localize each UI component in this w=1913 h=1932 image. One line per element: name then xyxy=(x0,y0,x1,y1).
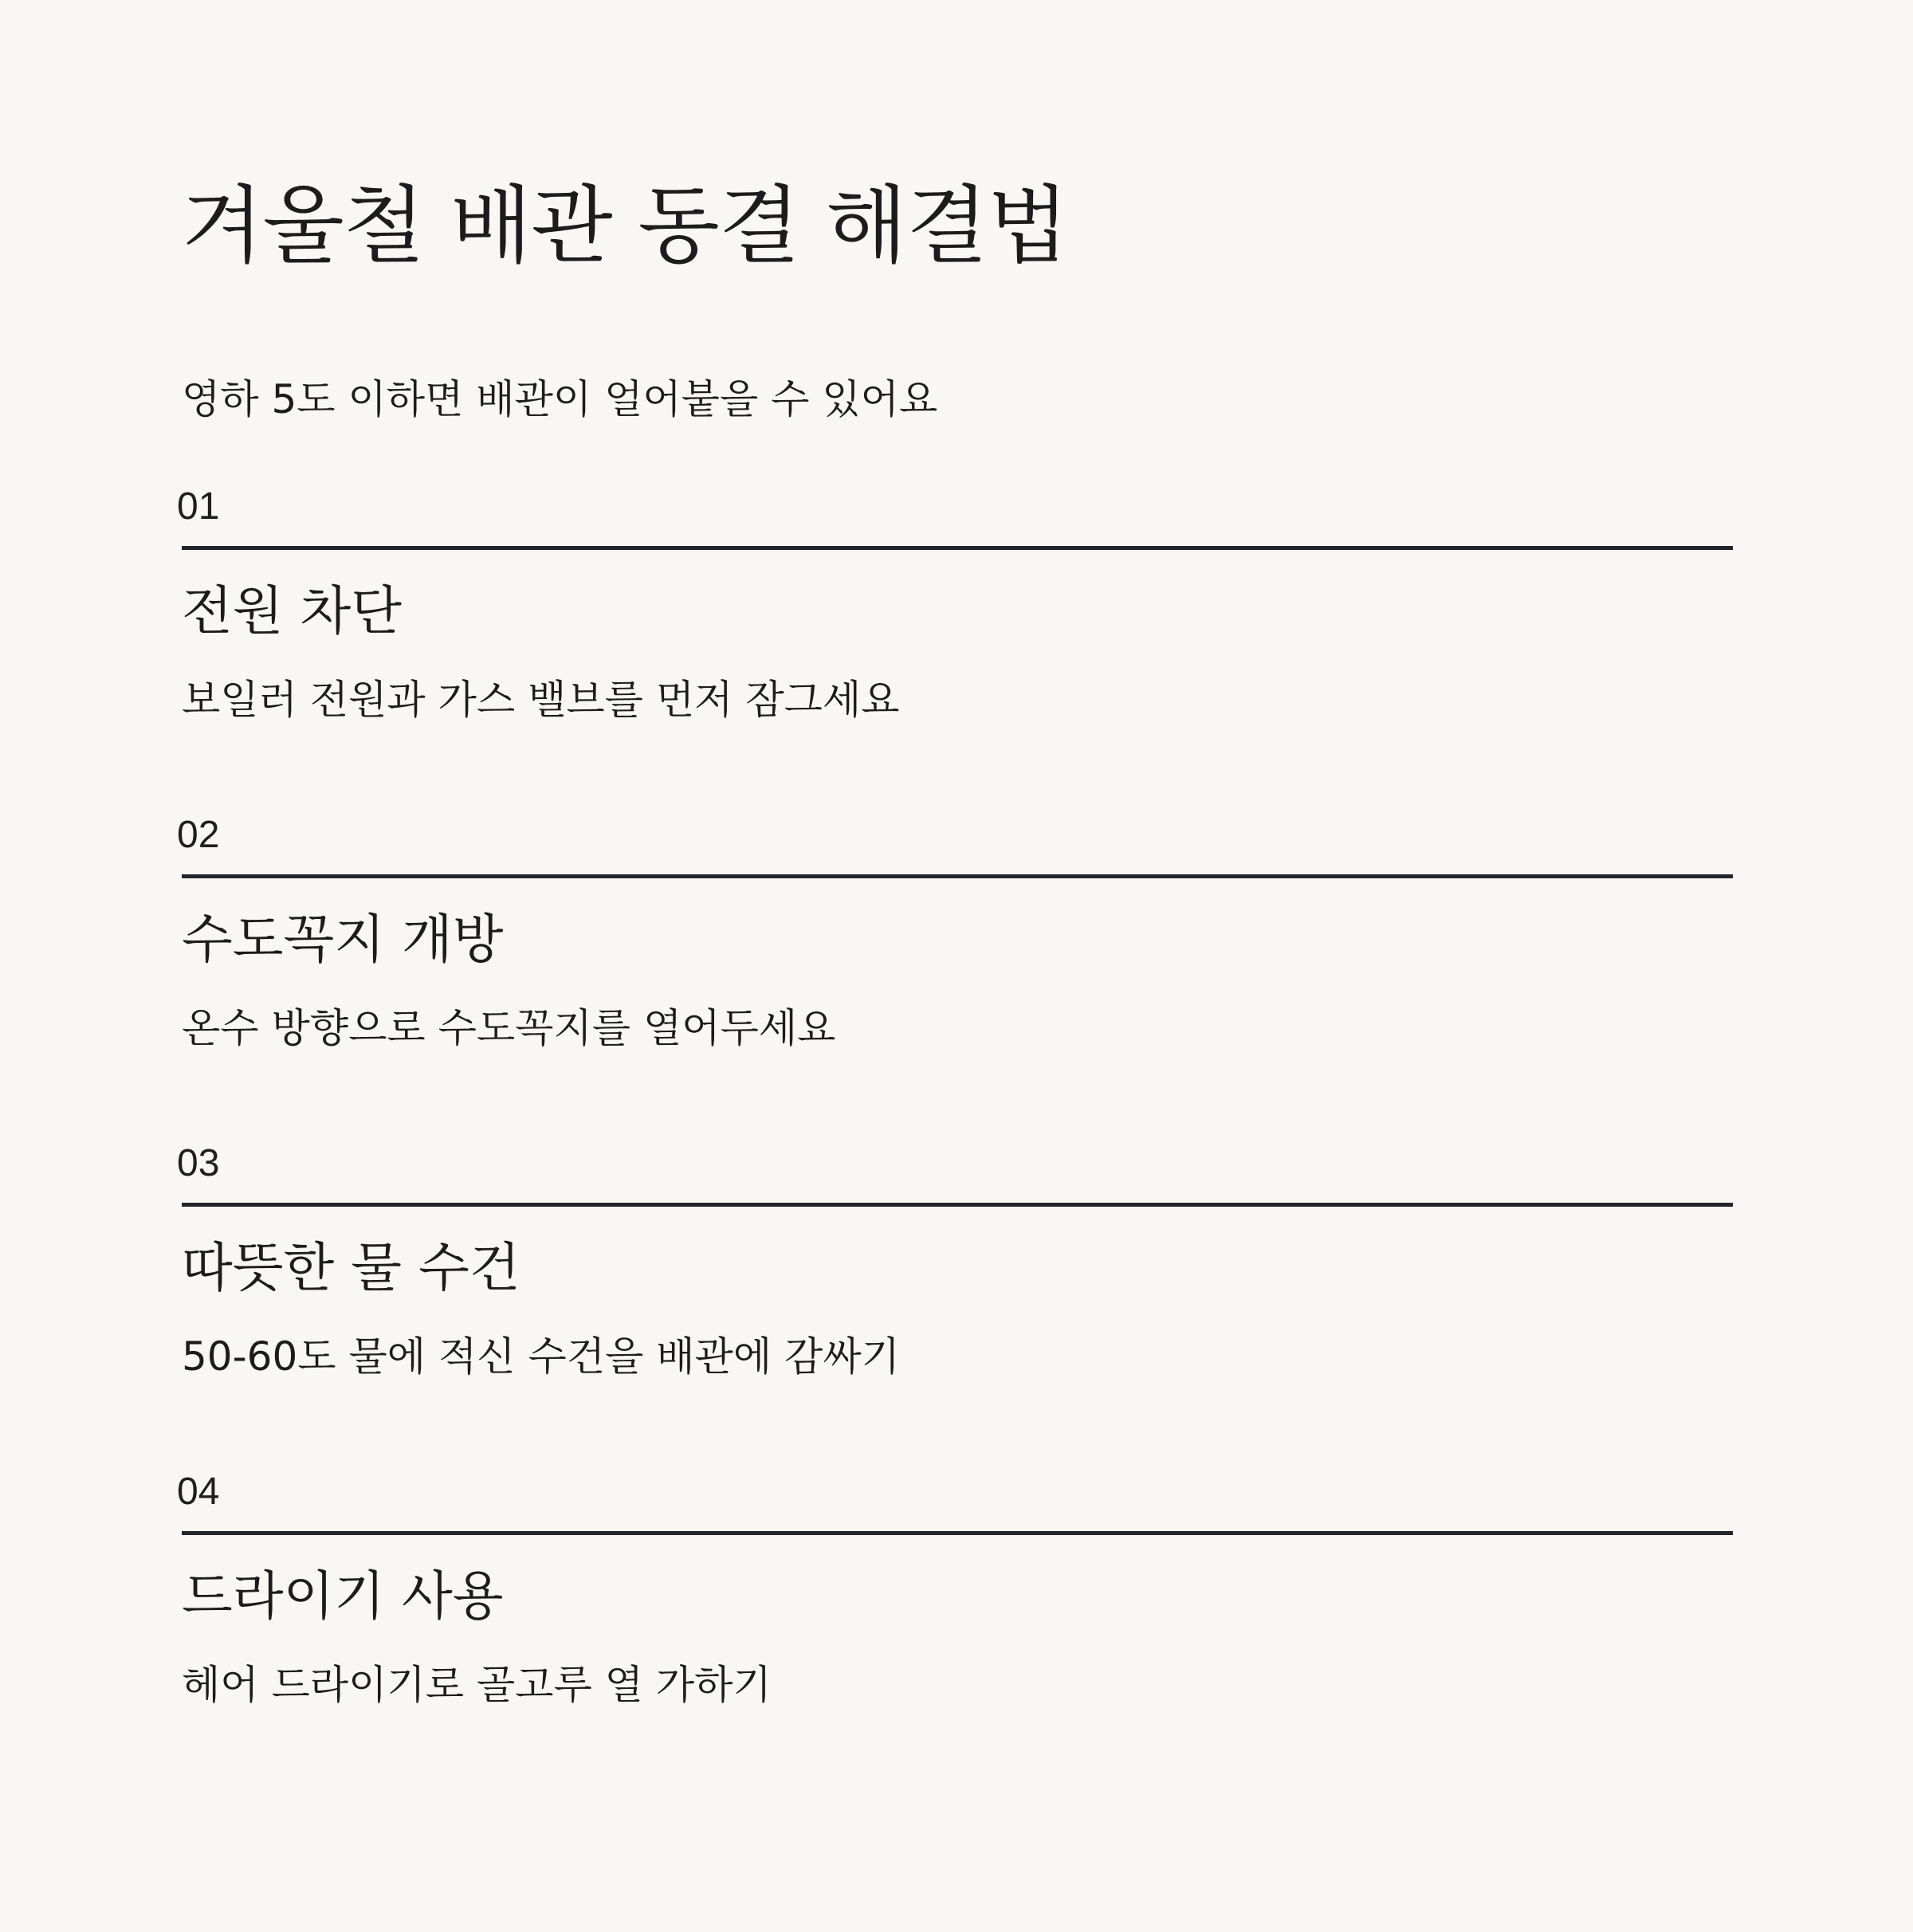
page-title: 겨울철 배관 동결 해결법 xyxy=(182,177,1069,275)
step-4 xyxy=(177,1469,1733,1772)
step-number: 01 xyxy=(177,485,220,528)
step-heading: 전원 차단 xyxy=(182,580,403,642)
step-number: 03 xyxy=(177,1142,220,1184)
step-3 xyxy=(177,1141,1733,1443)
guide-page xyxy=(177,0,1733,1932)
step-divider xyxy=(182,546,1733,550)
step-2 xyxy=(177,812,1733,1115)
step-number: 04 xyxy=(177,1471,220,1513)
step-divider xyxy=(182,874,1733,878)
step-description: 온수 방향으로 수도꼭지를 열어두세요 xyxy=(182,1005,836,1051)
step-description: 보일러 전원과 가스 밸브를 먼저 잠그세요 xyxy=(182,677,900,723)
step-divider xyxy=(182,1203,1733,1207)
step-heading: 드라이기 사용 xyxy=(182,1565,504,1627)
page-subtitle: 영하 5도 이하면 배관이 얼어붙을 수 있어요 xyxy=(182,376,938,422)
step-divider xyxy=(182,1531,1733,1535)
step-number: 02 xyxy=(177,814,220,856)
step-description: 헤어 드라이기로 골고루 열 가하기 xyxy=(182,1662,772,1708)
step-1 xyxy=(177,484,1733,787)
step-description: 50-60도 물에 적신 수건을 배관에 감싸기 xyxy=(182,1333,900,1380)
step-heading: 따뜻한 물 수건 xyxy=(182,1237,520,1298)
step-heading: 수도꼭지 개방 xyxy=(182,909,504,970)
